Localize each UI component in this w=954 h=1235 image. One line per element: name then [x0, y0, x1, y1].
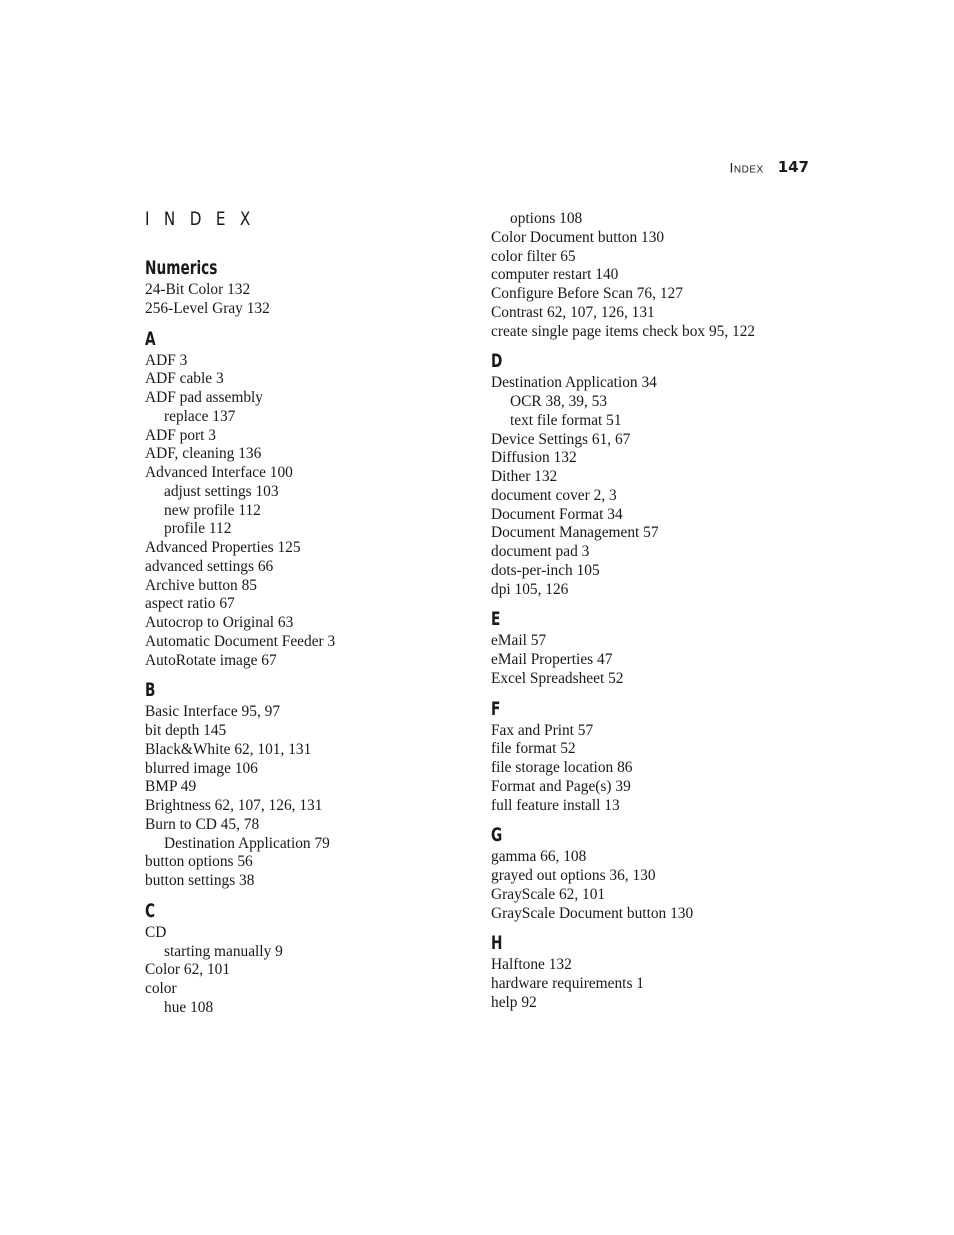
- index-entry: create single page items check box 95, 122: [491, 322, 756, 340]
- section-letter-heading: A: [145, 327, 156, 350]
- index-entry: ADF pad assembly: [145, 389, 263, 406]
- index-entry: Color Document button 130: [491, 228, 665, 246]
- index-entry: Burn to CD 45, 78: [145, 815, 260, 833]
- index-entry: Brightness 62, 107, 126, 131: [145, 797, 323, 814]
- index-column-left: [145, 255, 475, 1025]
- index-entry: GrayScale 62, 101: [491, 885, 606, 903]
- index-entry: Format and Page(s) 39: [491, 777, 631, 795]
- page-title: I N D E X: [145, 208, 256, 230]
- index-subentry: OCR 38, 39, 53: [510, 393, 608, 410]
- index-section: [145, 326, 475, 671]
- index-entry: BMP 49: [145, 778, 197, 796]
- index-entry: button settings 38: [145, 872, 255, 889]
- index-entry: Contrast 62, 107, 126, 131: [491, 303, 655, 321]
- index-entry: ADF port 3: [145, 426, 216, 444]
- index-entry: AutoRotate image 67: [145, 651, 277, 669]
- index-subentry: new profile 112: [164, 501, 261, 519]
- running-head: [600, 158, 809, 176]
- section-letter-heading: Numerics: [145, 257, 218, 279]
- index-entry: dpi 105, 126: [491, 580, 569, 598]
- index-entry: color: [145, 980, 177, 997]
- index-entry: eMail 57: [491, 632, 547, 650]
- section-letter-heading: D: [491, 350, 503, 373]
- index-entry: blurred image 106: [145, 759, 258, 777]
- index-section: [145, 677, 475, 891]
- index-entry: ADF 3: [145, 351, 188, 369]
- index-entry: document cover 2, 3: [491, 486, 617, 504]
- section-letter-heading: G: [491, 824, 503, 847]
- index-entry: color filter 65: [491, 247, 576, 265]
- index-entry: Destination Application 34: [491, 374, 657, 392]
- index-entry: Fax and Print 57: [491, 721, 594, 739]
- index-entry: full feature install 13: [491, 796, 620, 814]
- index-entry: Color 62, 101: [145, 961, 231, 979]
- index-entry: file format 52: [491, 740, 576, 758]
- index-entry: Document Management 57: [491, 524, 659, 542]
- index-entry: Configure Before Scan 76, 127: [491, 285, 683, 302]
- index-entry: Autocrop to Original 63: [145, 614, 294, 631]
- index-entry: Automatic Document Feeder 3: [145, 632, 336, 650]
- index-entry: gamma 66, 108: [491, 848, 587, 866]
- index-entry: Basic Interface 95, 97: [145, 703, 281, 721]
- index-entry: hardware requirements 1: [491, 975, 644, 992]
- index-entry: ADF, cleaning 136: [145, 445, 262, 463]
- index-entry: CD: [145, 923, 167, 941]
- index-entry: Document Format 34: [491, 505, 623, 523]
- index-entry: eMail Properties 47: [491, 651, 613, 668]
- index-entry: Excel Spreadsheet 52: [491, 669, 624, 687]
- index-entry: Device Settings 61, 67: [491, 430, 631, 448]
- section-letter-heading: H: [491, 932, 503, 955]
- index-subentry: Destination Application 79: [164, 834, 330, 852]
- index-section: [145, 898, 475, 1018]
- index-entry: help 92: [491, 993, 537, 1011]
- index-entry: file storage location 86: [491, 759, 633, 776]
- index-section: [491, 348, 791, 599]
- index-column-right: [491, 210, 791, 1020]
- index-entry: ADF cable 3: [145, 370, 224, 388]
- section-letter-heading: C: [145, 899, 156, 922]
- index-entry: 24-Bit Color 132: [145, 281, 251, 298]
- index-entry: Diffusion 132: [491, 449, 577, 467]
- index-section: [491, 696, 791, 816]
- page-number: 147: [777, 158, 809, 177]
- index-section: [491, 606, 791, 688]
- running-head-label: Index: [729, 159, 764, 176]
- index-subentry: adjust settings 103: [164, 482, 279, 500]
- index-entry: Advanced Interface 100: [145, 464, 293, 481]
- index-entry: document pad 3: [491, 543, 590, 560]
- index-entry: dots-per-inch 105: [491, 561, 600, 579]
- index-subentry: starting manually 9: [164, 942, 283, 960]
- index-subentry: options 108: [510, 210, 583, 227]
- index-subentry: hue 108: [164, 998, 214, 1016]
- index-entry: Archive button 85: [145, 576, 257, 594]
- index-entry: button options 56: [145, 853, 253, 871]
- index-entry: 256-Level Gray 132: [145, 299, 270, 317]
- index-section: [491, 210, 791, 341]
- index-section: [145, 255, 475, 319]
- index-entry: Dither 132: [491, 468, 558, 485]
- index-subentry: replace 137: [164, 407, 236, 425]
- section-letter-heading: B: [145, 679, 156, 702]
- index-entry: Black&White 62, 101, 131: [145, 740, 312, 758]
- index-entry: computer restart 140: [491, 266, 619, 284]
- index-entry: GrayScale Document button 130: [491, 904, 694, 922]
- index-entry: Advanced Properties 125: [145, 539, 301, 556]
- index-section: [491, 930, 791, 1012]
- section-letter-heading: E: [491, 608, 501, 631]
- index-subentry: profile 112: [164, 520, 232, 538]
- index-entry: aspect ratio 67: [145, 595, 235, 613]
- index-subentry: text file format 51: [510, 411, 622, 429]
- index-entry: advanced settings 66: [145, 557, 274, 575]
- index-entry: bit depth 145: [145, 722, 227, 739]
- index-entry: Halftone 132: [491, 956, 572, 974]
- index-entry: grayed out options 36, 130: [491, 867, 656, 884]
- index-section: [491, 822, 791, 923]
- section-letter-heading: F: [491, 697, 501, 720]
